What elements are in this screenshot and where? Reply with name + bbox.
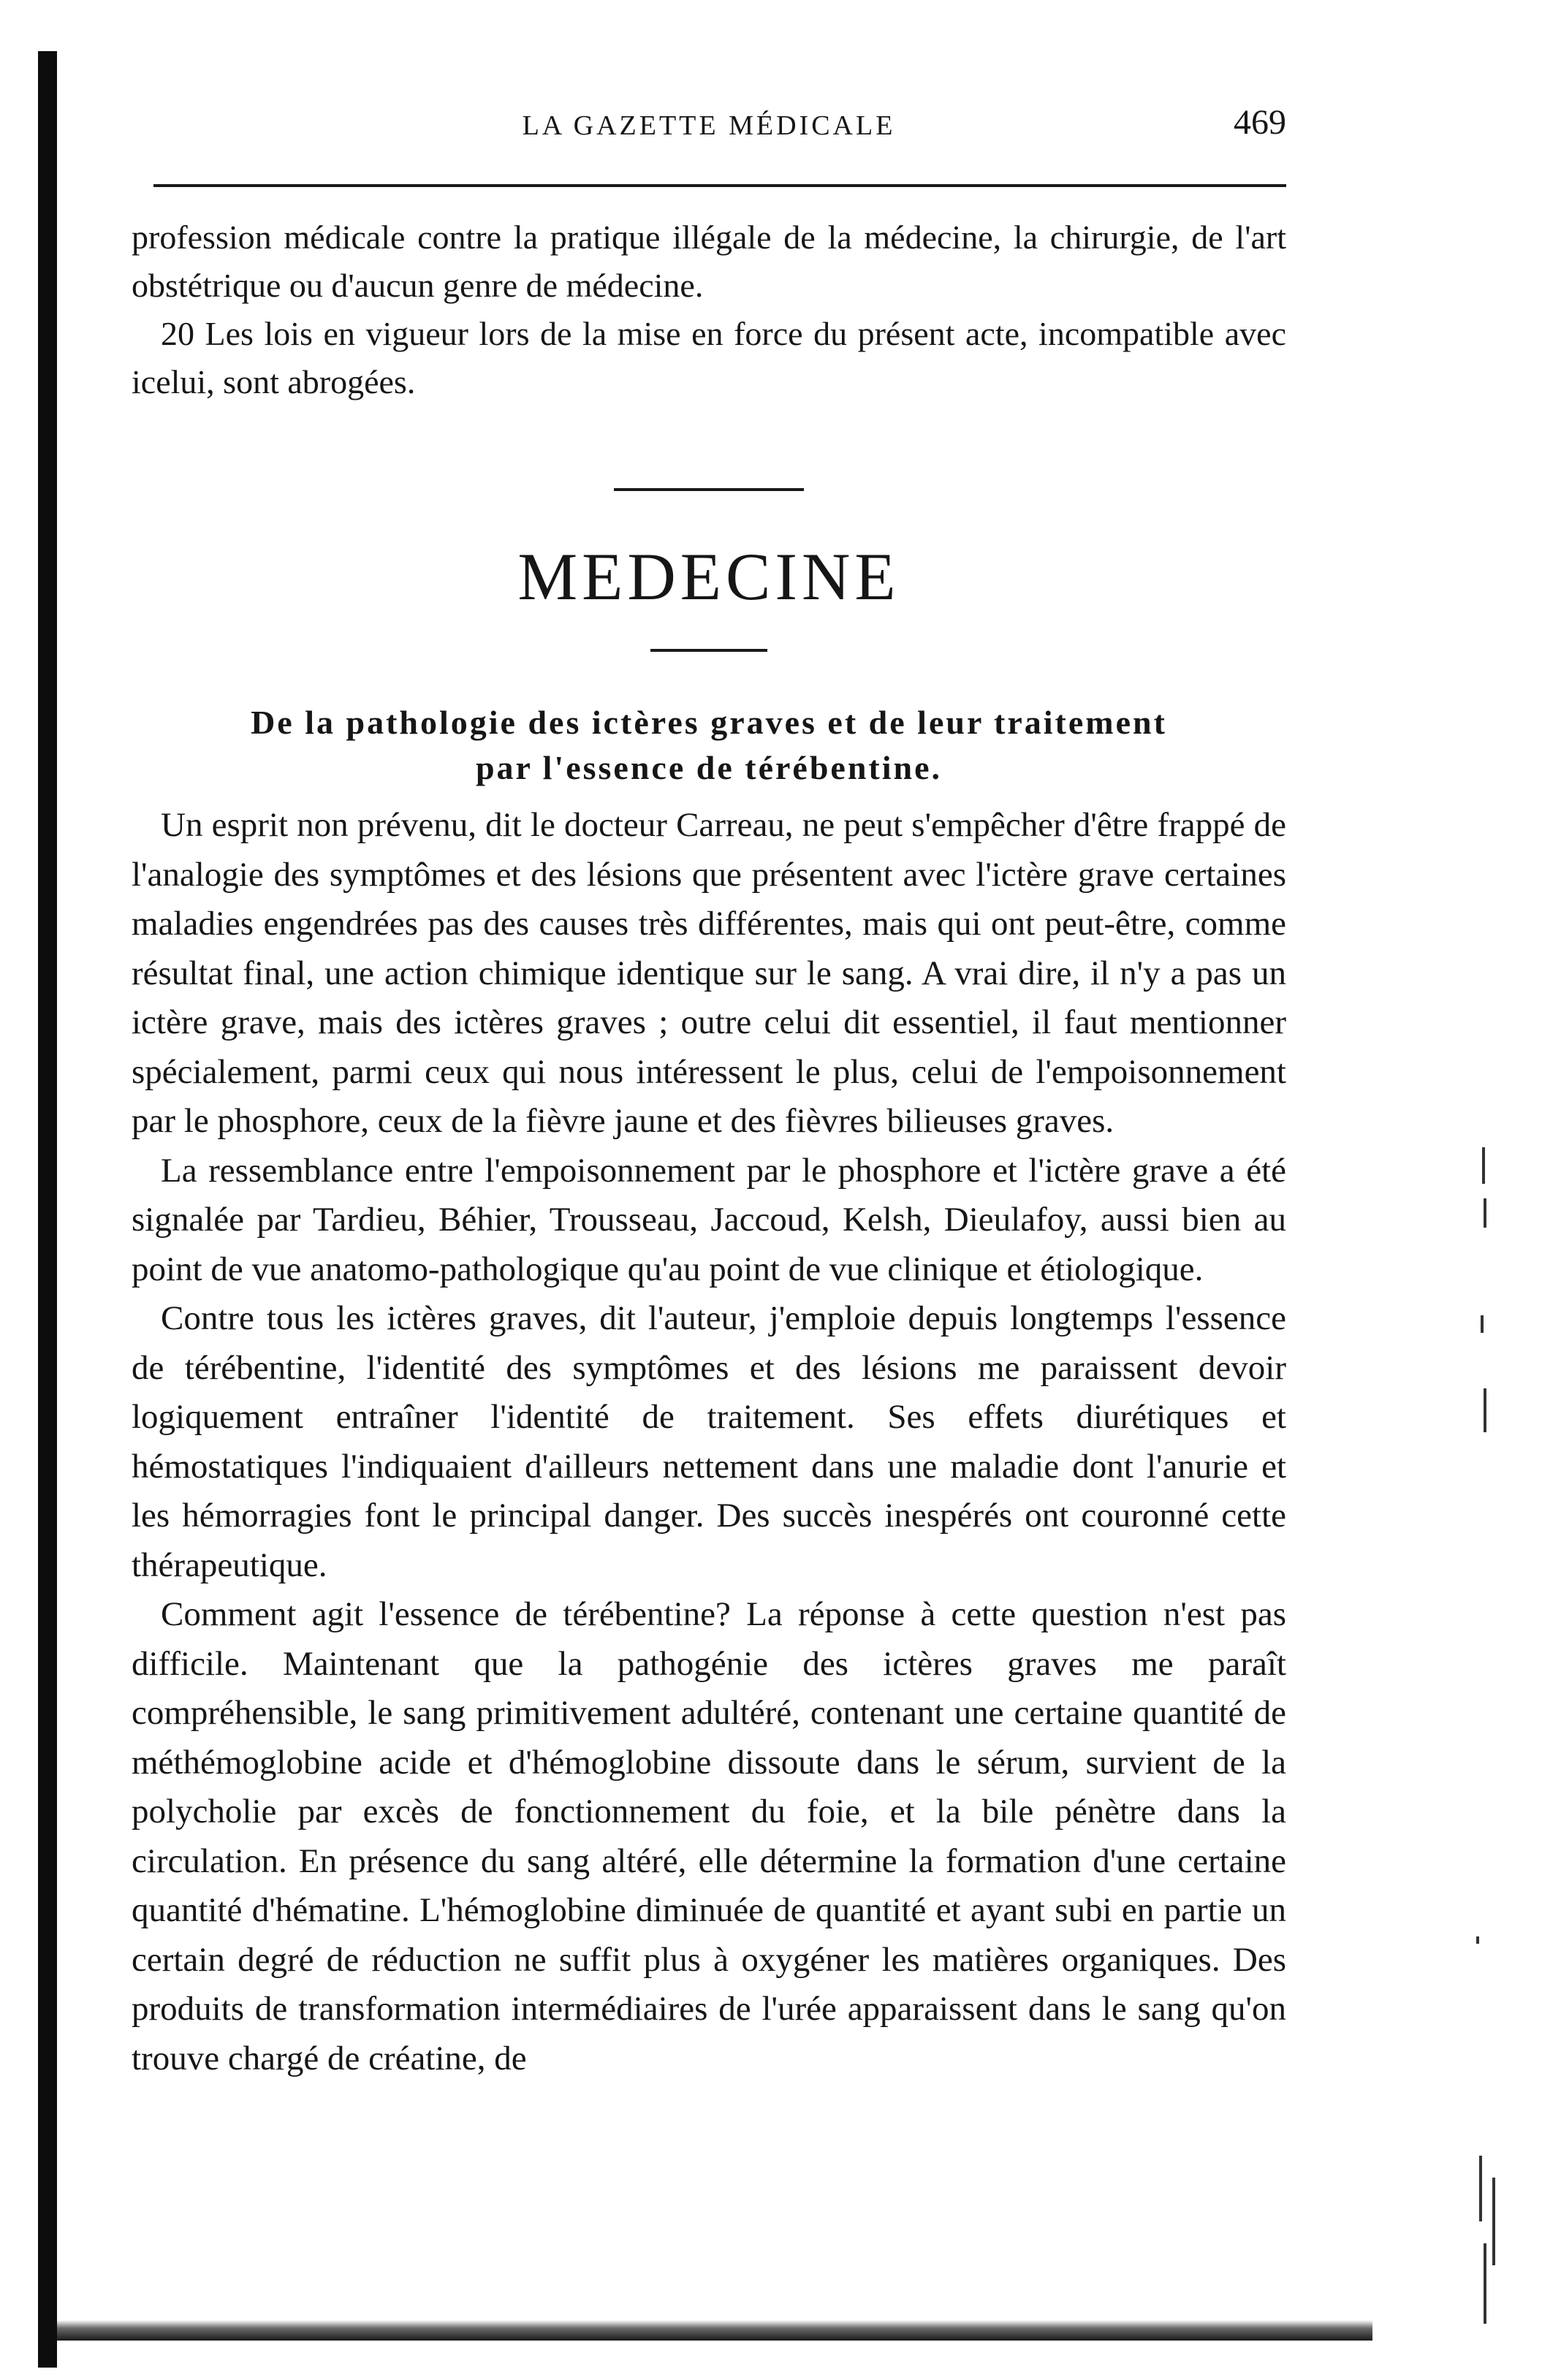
section-rule-top — [614, 488, 804, 491]
scan-border-bottom — [57, 2320, 1372, 2341]
article-title — [132, 700, 1286, 791]
journal-title: LA GAZETTE MÉDICALE — [522, 110, 896, 141]
body-paragraph: Comment agit l'essence de térébentine? La réponse à cette question n'est pas difficile. Maintenant que la pathogénie des ictères graves me paraît compréhensible, le sang primitivement adultéré, contenant une certaine quantité de méthémoglobine acide et d'hémoglobine dissoute dans le sérum, survient de la polycholie par excès de fonctionnement du foie, et la bile pénètre dans la circulation. En présence du sang altéré, elle détermine la formation d'une certaine quantité d'hématine. L'hémoglobine diminuée de quantité et ayant subi en partie un certain degré de réduction ne suffit plus à oxygéner les matières organiques. Des produits de transformation intermédiaires de l'urée apparaissent dans le sang qu'on trouve chargé de créatine, de — [132, 1595, 1286, 2077]
scan-marks-right — [1454, 1133, 1513, 2338]
article-title-line: De la pathologie des ictères graves et de leur traitement — [251, 704, 1167, 741]
section-rule-bottom — [650, 649, 767, 652]
intro-paragraph: profession médicale contre la pratique illégale de la médecine, la chirurgie, de l'art obstétrique ou d'aucun genre de médecine. — [132, 218, 1286, 304]
body-paragraph: Contre tous les ictères graves, dit l'auteur, j'emploie depuis longtemps l'essence de térébentine, l'identité des symptômes et des lésions me paraissent devoir logiquement entraîner l'identité de traitement. Ses effets diurétiques et hémostatiques l'indiquaient d'ailleurs nettement dans une maladie dont l'anurie et les hémorragies font le principal danger. Des succès inespérés ont couronné cette thérapeutique. — [132, 1299, 1286, 1584]
page-number: 469 — [1234, 103, 1286, 142]
section-title: MEDECINE — [517, 539, 900, 614]
header-rule — [153, 184, 1286, 187]
body-paragraph: Un esprit non prévenu, dit le docteur Carreau, ne peut s'empêcher d'être frappé de l'analogie des symptômes et des lésions que présentent avec l'ictère grave certaines maladies engendrées pas des causes très différentes, mais qui ont peut-être, comme résultat final, une action chimique identique sur le sang. A vrai dire, il n'y a pas un ictère grave, mais des ictères graves ; outre celui dit essentiel, il faut mentionner spécialement, parmi ceux qui nous intéressent le plus, celui de l'empoisonnement par le phosphore, ceux de la fièvre jaune et des fièvres bilieuses graves. — [132, 806, 1286, 1140]
body-paragraph: La ressemblance entre l'empoisonnement par le phosphore et l'ictère grave a été signalée par Tardieu, Béhier, Trousseau, Jaccoud, Kelsh, Dieulafoy, aussi bien au point de vue anatomo-pathologique qu'au point de vue clinique et étiologique. — [132, 1151, 1286, 1288]
intro-paragraph: 20 Les lois en vigueur lors de la mise en force du présent acte, incompatible avec icelui, sont abrogées. — [132, 315, 1286, 400]
article-title-line: par l'essence de térébentine. — [475, 749, 943, 786]
article-body — [132, 801, 1286, 2083]
page — [132, 102, 1286, 2083]
scan-border-left — [38, 51, 57, 2368]
running-head — [132, 102, 1286, 153]
